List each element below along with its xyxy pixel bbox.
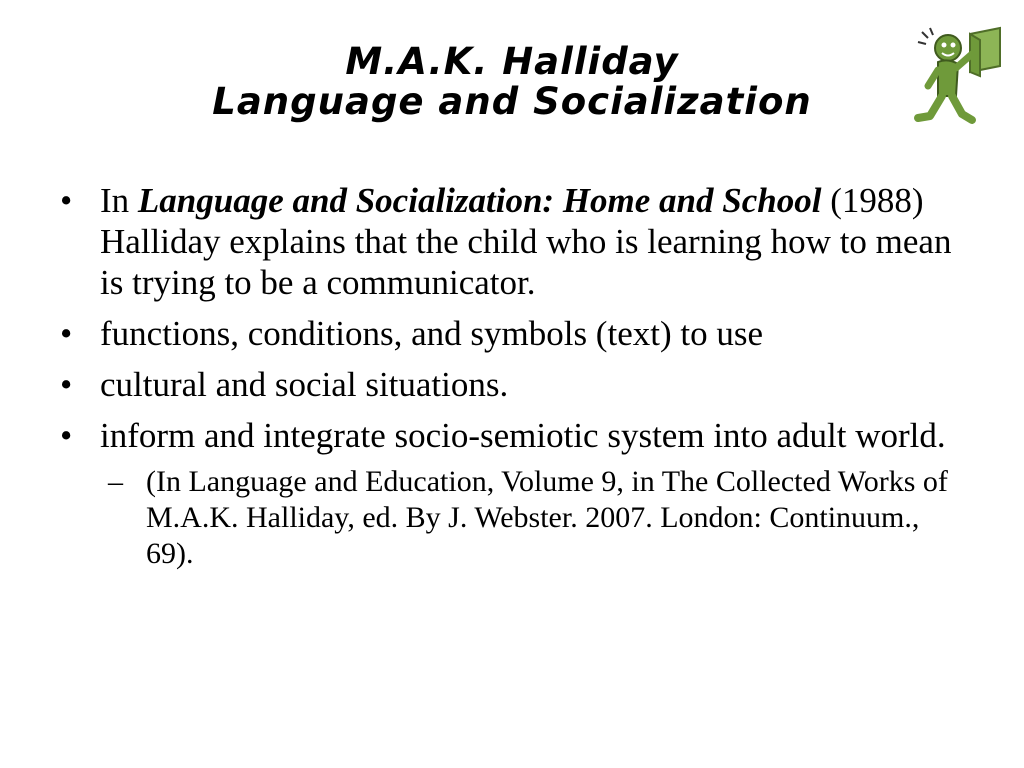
bullet-1-prefix: In [100, 181, 138, 220]
citation-text: (In Language and Education, Volume 9, in The Collected Works of M.A.K. Halliday, ed. By J. Webster. 2007. London: Continuum., 69). [146, 465, 948, 570]
bullet-marker: • [60, 365, 73, 404]
bullet-item-2 [60, 313, 960, 354]
bullet-marker: • [60, 181, 73, 220]
title-line-1: M.A.K. Halliday [345, 40, 679, 83]
bullet-2-text: functions, conditions, and symbols (text) to use [100, 314, 763, 353]
person-reading-book-icon [908, 24, 1004, 134]
slide-body [60, 180, 960, 572]
bullet-3-text: cultural and social situations. [100, 365, 509, 404]
slide-title [0, 42, 1024, 122]
bullet-1-rest: (1988) Halliday explains that the child who is learning how to mean is trying to be a communicator. [100, 181, 952, 302]
bullet-marker: • [60, 416, 73, 455]
bullet-marker: • [60, 314, 73, 353]
sub-bullet-citation [108, 464, 960, 572]
bullet-item-1 [60, 180, 960, 303]
book-title-emphasis: Language and Socialization: Home and School [137, 181, 822, 220]
bullet-item-3 [60, 364, 960, 405]
title-line-2: Language and Socialization [212, 80, 812, 123]
bullet-4-text: inform and integrate socio-semiotic system into adult world. [100, 416, 946, 455]
bullet-item-4 [60, 415, 960, 456]
dash-marker: – [108, 465, 123, 498]
